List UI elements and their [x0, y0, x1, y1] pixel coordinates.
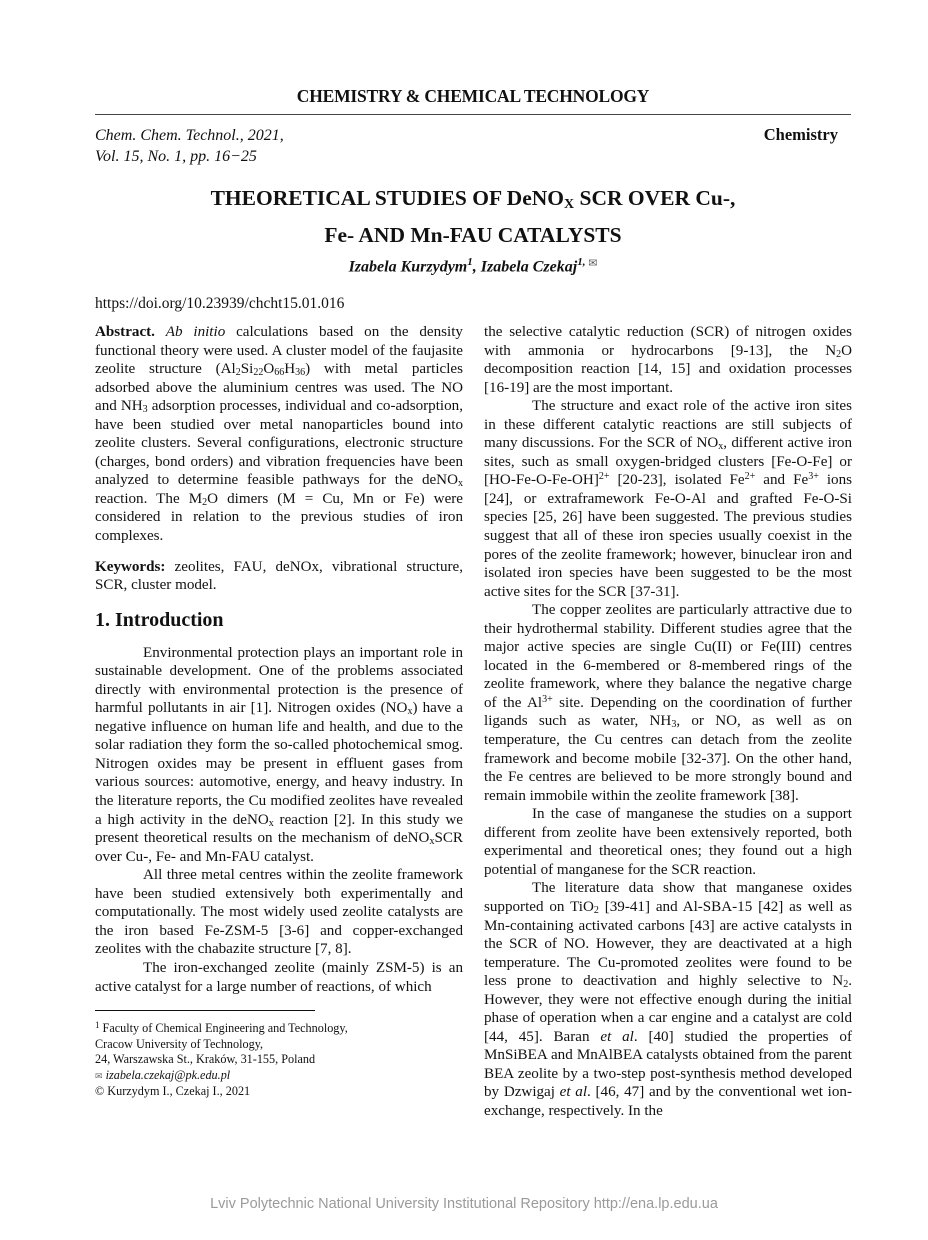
- footnote-copyright: © Kurzydym I., Czekaj I., 2021: [95, 1084, 251, 1099]
- paragraph: The structure and exact role of the active iron sites in these different catalytic reactions are still subjects of many discussions. For the SCR of $NO_x$, different active iron sites, such as small oxygen-bridged clusters [Fe-O-Fe] or $[HO-Fe-O-Fe-OH]^{2+}$ [20-23], isolated $Fe^{2+}$ and $Fe^{3+}$ ions [24], or extraframework Fe-O-Al and grafted Fe-O-Si species [25, 26] have been suggested. The previous studies suggest that all of these iron species usually coexist in the pores of the zeolite framework; however, binuclear iron and isolated iron species have been suggested to be the most active sites for the SCR [37-31].: [484, 398, 853, 600]
- footnote-line: $^1$ Faculty of Chemical Engineering and Technology,: [95, 1020, 348, 1036]
- citation-line-2: Vol. 15, No. 1, pp. 16−25: [95, 148, 257, 165]
- header-divider: [95, 114, 851, 115]
- footnote-divider: [95, 1010, 315, 1011]
- citation-line-1: Chem. Chem. Technol., 2021,: [95, 127, 284, 144]
- doi-link[interactable]: https://doi.org/10.23939/chcht15.01.016: [95, 295, 345, 312]
- paragraph: The literature data show that manganese oxides supported on TiO$_2$ [39-41] and Al-SBA-15 [42] as well as Mn-containing activated carbons [43] are active catalysts in the SCR of NO. However, they are deactivated at a high temperature. The Cu-promoted zeolites were found to be less prone to deactivation and highly selective to $N_2$. However, they were not effective enough during the initial phase of operation when a car engine and a catalyst are cold [44, 45]. Baran et al. [40] studied the properties of MnSiBEA and MnAlBEA catalysts obtained from the parent BEA zeolite by a two-step post-synthesis method developed by Dzwigaj et al. [46, 47] and by the conventional wet ion-exchange, respectively. In the: [484, 880, 852, 1119]
- footnote-email[interactable]: ✉ izabela.czekaj@pk.edu.pl: [95, 1067, 231, 1082]
- repository-footer: Lviv Polytechnic National University Institutional Repository http://ena.lp.edu.ua: [210, 1196, 718, 1212]
- keywords: Keywords: zeolites, FAU, deNOx, vibrational structure, SCR, cluster model.: [95, 558, 463, 594]
- article-title: THEORETICAL STUDIES OF DeNO$_X$ SCR OVER Cu-, Fe- AND Mn-FAU CATALYSTS: [210, 186, 736, 247]
- footnote-line: Cracow University of Technology,: [95, 1036, 264, 1051]
- abstract: Abstract. Ab initio calculations based on the density functional theory were used. A cluster model of the faujasite zeolite structure $(Al_2Si_{22}O_{66}H_{36})$ with metal particles adsorbed above the aluminium centres was used. The NO and $NH_3$ adsorption processes, individual and co-adsorption, have been studied over metal nanoparticles bound into zeolite clusters. Several configurations, electronic structure (charges, bond orders) and vibration frequencies have been analyzed to determine feasible pathways for the deNO$_x$ reaction. The $M_2O$ dimers (M = Cu, Mn or Fe) were considered in relation to the previous studies of iron complexes.: [95, 324, 463, 545]
- affiliation-footnote: [95, 1021, 463, 1100]
- paragraph: The iron-exchanged zeolite (mainly ZSM-5) is an active catalyst for a large number of reactions, of which: [95, 959, 463, 995]
- paragraph: In the case of manganese the studies on a support different from zeolite have been extensively reported, both experimental and theoretical ones; they found out a high potential of manganese for the SCR reaction.: [484, 806, 852, 878]
- section-heading-introduction: 1. Introduction: [95, 608, 224, 631]
- section-label: Chemistry: [763, 125, 838, 144]
- journal-citation: [95, 125, 284, 167]
- paragraph: the selective catalytic reduction (SCR) of nitrogen oxides with ammonia or hydrocarbons [9-13], the $N_2O$ decomposition reaction [14, 15] and oxidation processes [16-19] are the most important.: [484, 324, 852, 396]
- footnote-line: 24, Warszawska St., Kraków, 31-155, Poland: [95, 1052, 316, 1067]
- author-list: Izabela Kurzydym$^1$, Izabela Czekaj$^{1,}$ ✉: [348, 256, 598, 276]
- right-column: [484, 323, 852, 1121]
- paragraph: The copper zeolites are particularly attractive due to their hydrothermal stability. Different studies agree that the major active species are single Cu(II) or Fe(III) centres located in the 6-membered or 8-membered rings of the zeolite framework, where they balance the negative charge of the $Al^{3+}$ site. Depending on the coordination of further ligands such as water, $NH_3$, or NO, as well as on temperature, the Cu centres can detach from the zeolite framework and become mobile [32-37]. On the other hand, the Fe centres are believed to be more strongly bound and remain immobile within the zeolite framework [38].: [484, 602, 852, 804]
- journal-name: CHEMISTRY & CHEMICAL TECHNOLOGY: [296, 86, 650, 106]
- left-column: [95, 323, 463, 1100]
- paragraph: All three metal centres within the zeolite framework have been studied extensively both experimentally and computationally. The most widely used zeolite catalysts are the iron based Fe-ZSM-5 [3-6] and copper-exchanged zeolites with the chabazite structure [7, 8].: [95, 867, 463, 958]
- paragraph: Environmental protection plays an important role in sustainable development. One of the problems associated directly with environmental protection is the presence of harmful pollutants in air [1]. Nitrogen oxides $(NO_x)$ have a negative influence on human life and health, and due to the solar radiation they form the so-called photochemical smog. Nitrogen oxides may be present in effluent gases from various sources: automotive, energy, and heavy industry. In the literature reports, the Cu modified zeolites have revealed a high activity in the deNO$_x$ reaction [2]. In this study we present theoretical results on the mechanism of deNO$_x$SCR over Cu-, Fe- and Mn-FAU catalyst.: [95, 644, 463, 865]
